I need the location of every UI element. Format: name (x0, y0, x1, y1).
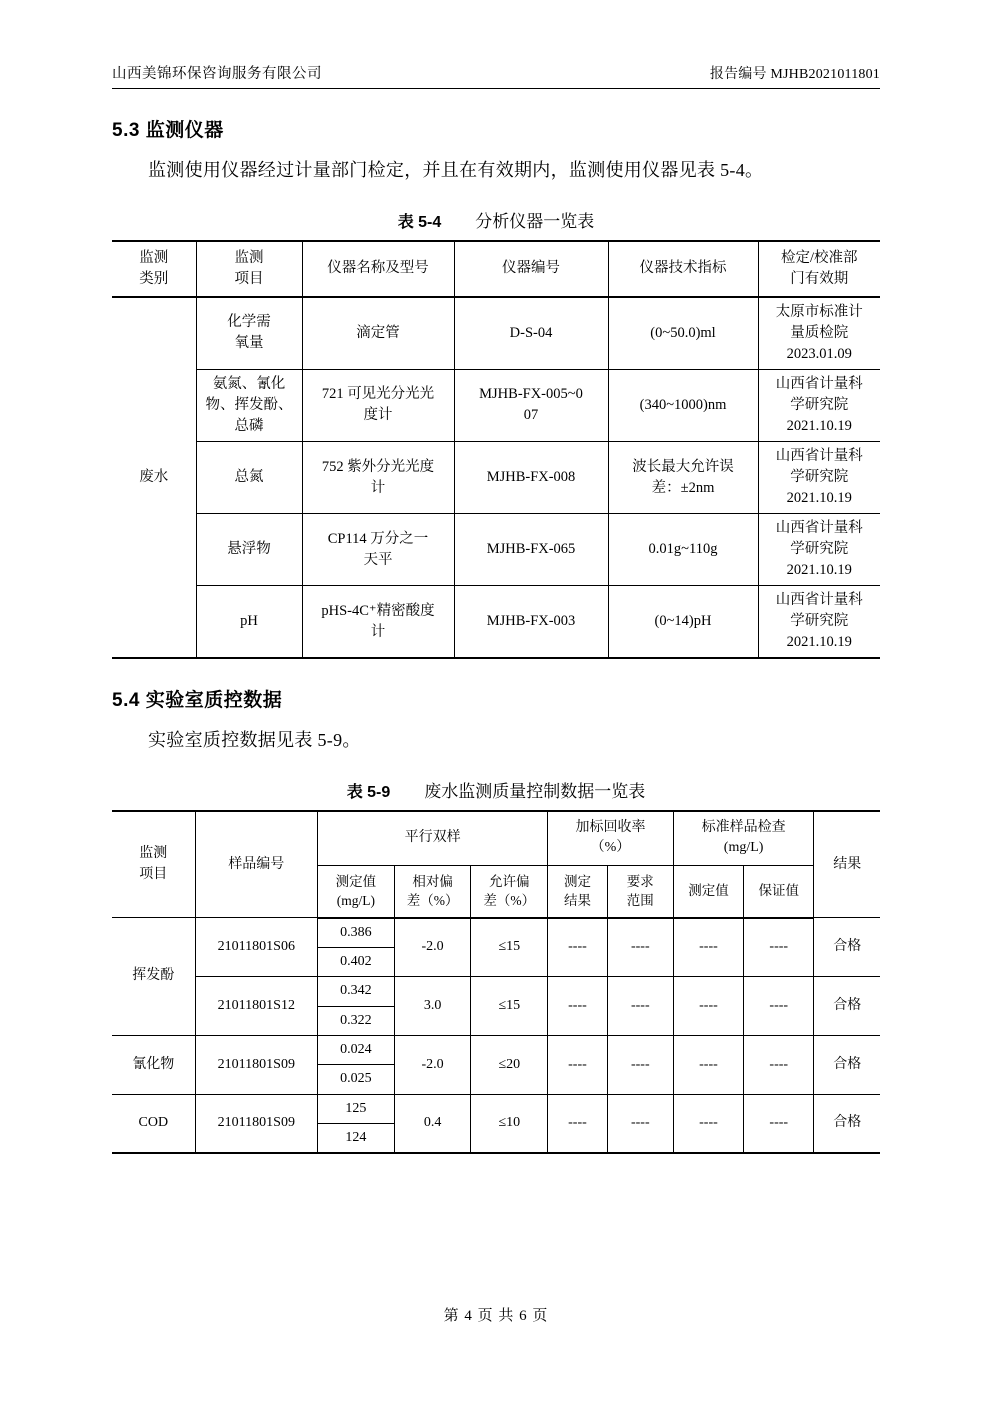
col-header-relative-deviation: 相对偏 差（%） (394, 865, 471, 918)
cell-validity: 山西省计量科 学研究院 2021.10.19 (758, 369, 880, 441)
cell-relative-deviation: -2.0 (394, 918, 471, 977)
col-header-recovery: 加标回收率 （%） (548, 811, 674, 865)
cell-sample-no: 21011801S12 (195, 977, 317, 1036)
col-header-allowed-deviation: 允许偏 差（%） (471, 865, 548, 918)
cell-std-measured: ---- (673, 1035, 743, 1094)
col-header-required-range: 要求 范围 (607, 865, 673, 918)
cell-relative-deviation: 0.4 (394, 1094, 471, 1153)
cell-result: 合格 (814, 1094, 880, 1153)
cell-code: MJHB-FX-008 (454, 442, 608, 514)
cell-measured-value: 124 (318, 1123, 395, 1153)
table-header-row-top (112, 811, 880, 865)
table-5-4-title (112, 207, 880, 232)
cell-sample-no: 21011801S09 (195, 1035, 317, 1094)
cell-result: 合格 (814, 918, 880, 977)
cell-measure-result: ---- (548, 977, 608, 1036)
table-row (112, 918, 880, 948)
col-header-measured-value: 测定值 (mg/L) (318, 865, 395, 918)
section-5-4-paragraph: 实验室质控数据见表 5-9。 (148, 730, 361, 751)
table-row (112, 369, 880, 441)
cell-allowed-deviation: ≤15 (471, 977, 548, 1036)
cell-measured-value: 0.322 (318, 1006, 395, 1035)
qc-data-table (112, 810, 880, 1154)
section-5-3-paragraph: 监测使用仪器经过计量部门检定，并且在有效期内，监测使用仪器见表 5-4。 (148, 160, 764, 180)
table-row (112, 297, 880, 370)
table-header-row (112, 241, 880, 297)
cell-required-range: ---- (607, 1035, 673, 1094)
col-header-instrument-code: 仪器编号 (454, 241, 608, 297)
cell-measured-value: 125 (318, 1094, 395, 1123)
cell-measure-result: ---- (548, 918, 608, 977)
section-heading-5-3: 5.3 监测仪器 (112, 120, 224, 141)
table-5-9-title (112, 777, 880, 802)
cell-measure-result: ---- (548, 1094, 608, 1153)
header-company: 山西美锦环保咨询服务有限公司 (112, 66, 322, 82)
cell-validity: 山西省计量科 学研究院 2021.10.19 (758, 586, 880, 659)
cell-std-guarantee: ---- (744, 977, 814, 1036)
cell-allowed-deviation: ≤10 (471, 1094, 548, 1153)
cell-validity: 山西省计量科 学研究院 2021.10.19 (758, 442, 880, 514)
cell-allowed-deviation: ≤20 (471, 1035, 548, 1094)
cell-item: 氨氮、氰化 物、挥发酚、 总磷 (196, 369, 302, 441)
col-header-validity: 检定/校准部 门有效期 (758, 241, 880, 297)
cell-std-measured: ---- (673, 918, 743, 977)
cell-spec: (0~50.0)ml (608, 297, 758, 370)
col-header-spec: 仪器技术指标 (608, 241, 758, 297)
cell-item: 悬浮物 (196, 514, 302, 586)
cell-item: 总氮 (196, 442, 302, 514)
cell-spec: (340~1000)nm (608, 369, 758, 441)
cell-sample-no: 21011801S09 (195, 1094, 317, 1153)
page-footer (0, 1304, 992, 1325)
cell-std-guarantee: ---- (744, 918, 814, 977)
cell-instrument: CP114 万分之一 天平 (302, 514, 454, 586)
col-header-sample-no: 样品编号 (195, 811, 317, 918)
cell-measured-value: 0.342 (318, 977, 395, 1006)
cell-spec: 波长最大允许误 差：±2nm (608, 442, 758, 514)
cell-measured-value: 0.386 (318, 918, 395, 948)
cell-measured-value: 0.025 (318, 1065, 395, 1094)
table-row (112, 586, 880, 659)
cell-measured-value: 0.024 (318, 1035, 395, 1064)
cell-std-measured: ---- (673, 1094, 743, 1153)
cell-code: D-S-04 (454, 297, 608, 370)
section-heading-5-4: 5.4 实验室质控数据 (112, 690, 283, 712)
cell-instrument: pHS-4C⁺精密酸度 计 (302, 586, 454, 659)
cell-item: pH (196, 586, 302, 659)
page-header (112, 0, 880, 89)
col-header-monitor-item: 监测 项目 (112, 811, 195, 918)
cell-validity: 山西省计量科 学研究院 2021.10.19 (758, 514, 880, 586)
table-row (112, 1094, 880, 1123)
cell-instrument: 721 可见光分光光 度计 (302, 369, 454, 441)
cell-required-range: ---- (607, 918, 673, 977)
col-header-standard-check: 标准样品检查 (mg/L) (673, 811, 814, 865)
table-5-9-caption: 废水监测质量控制数据一览表 (424, 782, 646, 802)
cell-spec: 0.01g~110g (608, 514, 758, 586)
col-header-std-measured: 测定值 (673, 865, 743, 918)
col-header-std-guarantee: 保证值 (744, 865, 814, 918)
cell-required-range: ---- (607, 1094, 673, 1153)
cell-spec: (0~14)pH (608, 586, 758, 659)
cell-code: MJHB-FX-003 (454, 586, 608, 659)
table-row (112, 1035, 880, 1064)
instrument-table (112, 240, 880, 659)
table-row (112, 977, 880, 1006)
cell-code: MJHB-FX-065 (454, 514, 608, 586)
header-report-number: 报告编号 MJHB2021011801 (709, 67, 880, 82)
cell-std-guarantee: ---- (744, 1094, 814, 1153)
cell-monitor-item: 氰化物 (112, 1035, 195, 1094)
page-number: 第 4 页 共 6 页 (443, 1308, 549, 1324)
cell-std-guarantee: ---- (744, 1035, 814, 1094)
cell-sample-no: 21011801S06 (195, 918, 317, 977)
cell-monitor-item: 挥发酚 (112, 918, 195, 1036)
cell-result: 合格 (814, 977, 880, 1036)
col-header-measure-result: 测定 结果 (548, 865, 608, 918)
cell-measure-result: ---- (548, 1035, 608, 1094)
table-5-4-caption: 分析仪器一览表 (475, 211, 595, 231)
cell-validity: 太原市标准计 量质检院 2023.01.09 (758, 297, 880, 370)
cell-category-wastewater: 废水 (112, 297, 196, 658)
cell-monitor-item: COD (112, 1094, 195, 1153)
col-header-item: 监测 项目 (196, 241, 302, 297)
cell-instrument: 752 紫外分光光度 计 (302, 442, 454, 514)
cell-std-measured: ---- (673, 977, 743, 1036)
col-header-parallel-sample: 平行双样 (318, 811, 548, 865)
col-header-category: 监测 类别 (112, 241, 196, 297)
cell-required-range: ---- (607, 977, 673, 1036)
table-row (112, 442, 880, 514)
col-header-instrument-name: 仪器名称及型号 (302, 241, 454, 297)
cell-code: MJHB-FX-005~0 07 (454, 369, 608, 441)
cell-measured-value: 0.402 (318, 948, 395, 977)
cell-item: 化学需 氧量 (196, 297, 302, 370)
cell-instrument: 滴定管 (302, 297, 454, 370)
cell-relative-deviation: 3.0 (394, 977, 471, 1036)
col-header-result: 结果 (814, 811, 880, 918)
cell-allowed-deviation: ≤15 (471, 918, 548, 977)
cell-result: 合格 (814, 1035, 880, 1094)
cell-relative-deviation: -2.0 (394, 1035, 471, 1094)
table-5-9-number: 表 5-9 (346, 784, 391, 802)
table-row (112, 514, 880, 586)
table-5-4-number: 表 5-4 (397, 213, 442, 231)
